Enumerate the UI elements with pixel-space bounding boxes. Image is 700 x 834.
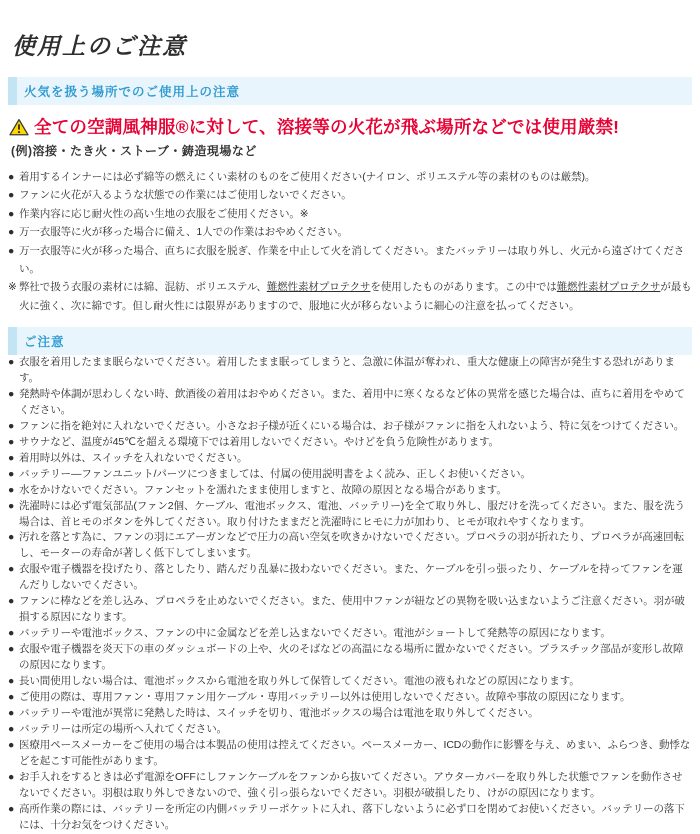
bullet-marker: ● xyxy=(8,499,15,512)
caution-item xyxy=(8,770,692,802)
fabric-footnote xyxy=(8,278,692,315)
bullet-marker: ● xyxy=(8,627,15,640)
caution-item xyxy=(8,499,692,531)
caution-item xyxy=(8,802,692,834)
caution-item xyxy=(8,690,692,706)
caution-text: 衣服を着用したまま眠らないでください。着用したまま眠ってしまうと、急激に体温が奪われ、重大な健康上の障害が発生する恐れがあります。 xyxy=(19,356,675,384)
bullet-marker: ● xyxy=(8,387,15,400)
fire-caution-item xyxy=(8,223,692,241)
bullet-marker: ● xyxy=(8,356,15,368)
bullet-marker: ● xyxy=(8,691,15,704)
bullet-marker: ● xyxy=(8,531,15,544)
caution-item xyxy=(8,722,692,738)
bullet-marker: ● xyxy=(8,171,15,183)
caution-text: 水をかけないでください。ファンセットを濡れたまま使用しますと、故障の原因となる場合があります。 xyxy=(19,483,507,496)
bullet-marker: ● xyxy=(8,675,15,688)
footnote-text: を使用したものがあります。この中では xyxy=(370,281,557,294)
fire-caution-list xyxy=(8,168,692,278)
fire-caution-text: 作業内容に応じ耐火性の高い生地の衣服をご使用ください。※ xyxy=(19,207,309,220)
caution-text: バッテリーは所定の場所へ入れてください。 xyxy=(19,722,227,735)
caution-item xyxy=(8,355,692,387)
caution-text: 高所作業の際には、バッテリーを所定の内側バッテリーポケットに入れ、落下しないように必ず口を閉めてお使いください。バッテリーの落下には、十分お気をつけください。 xyxy=(19,802,685,831)
bullet-marker: ● xyxy=(8,483,15,496)
protexa-material-link-text: 難燃性素材プロテクサ xyxy=(556,281,661,294)
caution-text: ファンに棒などを差し込み、プロペラを止めないでください。また、使用中ファンが紐などの異物を吸い込まないようご注意ください。羽が破損する原因になります。 xyxy=(19,595,685,624)
caution-text: 長い間使用しない場合は、電池ボックスから電池を取り外して保管してください。電池の液もれなどの原因になります。 xyxy=(19,675,580,688)
caution-item xyxy=(8,642,692,674)
caution-text: 洗濯時には必ず電気部品(ファン2個、ケーブル、電池ボックス、電池、バッテリー)を全て取り外し、服だけを洗ってください。また、服を洗う場合は、首ヒモのボタンを外してください。取り付けたままだと洗濯時にヒモに力が加わり、ヒモが取れやすくなります。 xyxy=(19,499,685,528)
caution-item xyxy=(8,451,692,467)
caution-text: 汚れを落とす為に、ファンの羽にエアーガンなどで圧力の高い空気を吹きかけないでください。プロペラの羽が折れたり、プロペラが高速回転し、モーターの寿命が著しく低下してしまいます。 xyxy=(19,531,684,560)
caution-item xyxy=(8,562,692,594)
fire-section-header: 火気を扱う場所でのご使用上の注意 xyxy=(8,77,692,105)
fire-caution-item xyxy=(8,242,692,279)
caution-item xyxy=(8,435,692,451)
fire-caution-text: 着用するインナーには必ず綿等の燃えにくい素材のものをご使用ください(ナイロン、ポリエステル等の素材のものは厳禁)。 xyxy=(19,171,596,183)
caution-text: バッテリーや電池が異常に発熱した時は、スイッチを切り、電池ボックスの場合は電池を取り外してください。 xyxy=(19,706,539,719)
general-caution-list xyxy=(8,355,692,834)
bullet-marker: ● xyxy=(8,451,15,464)
caution-text: 医療用ペースメーカーをご使用の場合は本製品の使用は控えてください。ペースメーカー、ICDの動作に影響を与え、めまい、ふらつき、動悸などを起こす可能性があります。 xyxy=(19,738,691,767)
page-title: 使用上のご注意 xyxy=(12,33,187,59)
caution-text: 発熱時や体調が思わしくない時、飲酒後の着用はおやめください。また、着用中に寒くなるなど体の異常を感じた場合は、直ちに着用をやめてください。 xyxy=(19,387,685,416)
asterisk-marker: ※ xyxy=(8,281,17,294)
caution-text: 着用時以外は、スイッチを入れないでください。 xyxy=(19,451,248,464)
caution-section-header: ご注意 xyxy=(8,327,692,355)
caution-text: バッテリーや電池ボックス、ファンの中に金属などを差し込まないでください。電池がショートして発熱等の原因になります。 xyxy=(19,627,611,640)
fire-caution-text: 万一衣服等に火が移った場合に備え、1人での作業はおやめください。 xyxy=(19,226,348,239)
fire-caution-item xyxy=(8,186,692,204)
bullet-marker: ● xyxy=(8,189,15,202)
caution-text: お手入れをするときは必ず電源をOFFにしファンケーブルをファンから抜いてください。アウターカバーを取り外した状態でファンを動作させないでください。羽根は取り外しできないので、強く引っ張らないでください。羽根が破損したり、けがの原因になります。 xyxy=(19,770,683,799)
caution-item xyxy=(8,467,692,483)
caution-item xyxy=(8,387,692,419)
fire-caution-item xyxy=(8,205,692,223)
bullet-marker: ● xyxy=(8,770,15,783)
protexa-material-link-text: 難燃性素材プロテクサ xyxy=(266,281,371,294)
bullet-marker: ● xyxy=(8,226,15,239)
caution-text: バッテリー—ファンユニット/パーツにつきましては、付属の使用説明書をよく読み、正しくお使いください。 xyxy=(19,467,531,480)
fire-warning-text: 全ての空調風神服®に対して、溶接等の火花が飛ぶ場所などでは使用厳禁! xyxy=(34,117,620,137)
bullet-marker: ● xyxy=(8,435,15,448)
caution-item xyxy=(8,530,692,562)
bullet-marker: ● xyxy=(8,419,15,432)
fire-caution-text: 万一衣服等に火が移った場合、直ちに衣服を脱ぎ、作業を中止して火を消してください。またバッテリーは取り外し、火元から遠ざけてください。 xyxy=(19,244,685,275)
caution-text: サウナなど、温度が45℃を超える環境下では着用しないでください。やけどを負う危険性があります。 xyxy=(19,435,499,448)
footnote-text: が最も火に強く、次に綿です。但し耐火性には限界がありますので、服地に火が移らないように細心の注意を払ってください。 xyxy=(19,281,692,312)
caution-text: ご使用の際は、専用ファン・専用ファン用ケーブル・専用バッテリー以外は使用しないでください。故障や事故の原因になります。 xyxy=(19,691,631,704)
bullet-marker: ● xyxy=(8,738,15,751)
bullet-marker: ● xyxy=(8,643,15,656)
bullet-marker: ● xyxy=(8,467,15,480)
caution-text: ファンに指を絶対に入れないでください。小さなお子様が近くにいる場合は、お子様がファンに指を入れないよう、特に気をつけてください。 xyxy=(19,419,685,432)
caution-text: 衣服や電子機器を炎天下の車のダッシュボードの上や、火のそばなどの高温になる場所に置かないでください。プラスチック部品が変形し故障の原因になります。 xyxy=(19,643,684,672)
caution-item xyxy=(8,706,692,722)
fire-caution-text: ファンに火花が入るような状態での作業にはご使用しないでください。 xyxy=(19,189,352,202)
bullet-marker: ● xyxy=(8,802,15,815)
caution-item xyxy=(8,594,692,626)
footnote-text: 弊社で扱う衣服の素材には綿、混紡、ポリエステル、 xyxy=(19,281,267,294)
warning-triangle-icon xyxy=(9,118,29,136)
bullet-marker: ● xyxy=(8,244,15,257)
bullet-marker: ● xyxy=(8,722,15,735)
fire-caution-item xyxy=(8,168,692,186)
caution-item xyxy=(8,626,692,642)
caution-text: 衣服や電子機器を投げたり、落としたり、踏んだり乱暴に扱わないでください。また、ケーブルを引っ張ったり、ケーブルを持ってファンを運んだりしないでください。 xyxy=(19,563,683,592)
bullet-marker: ● xyxy=(8,207,15,220)
caution-item xyxy=(8,419,692,435)
fire-example-line: (例)溶接・たき火・ストーブ・鋳造現場など xyxy=(11,144,257,158)
bullet-marker: ● xyxy=(8,706,15,719)
caution-item xyxy=(8,674,692,690)
bullet-marker: ● xyxy=(8,563,15,576)
caution-item xyxy=(8,738,692,770)
caution-item xyxy=(8,483,692,499)
fire-warning-line xyxy=(9,114,692,139)
bullet-marker: ● xyxy=(8,595,15,608)
